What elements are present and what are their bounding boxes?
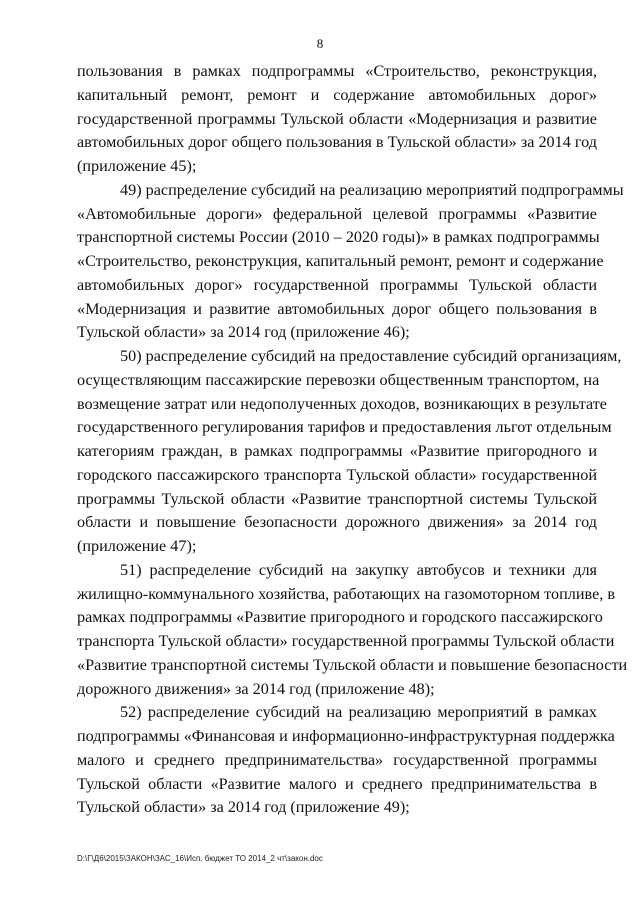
text-line: рамках подпрограммы «Развитие пригородного и городского пассажирского	[77, 608, 603, 627]
text-line: возмещение затрат или недополученных доходов, возникающих в результате	[77, 394, 607, 413]
file-path-footer: D:\Г\Д6\2015\ЗАКОН\ЗАС_16\Исп. бюджет ТО 2014_2 чт\закон.doc	[77, 854, 323, 863]
text-line: Тульской области «Развитие малого и среднего предпринимательства в	[77, 774, 597, 793]
page-number: 8	[316, 36, 324, 51]
text-line: жилищно-коммунального хозяйства, работающих на газомоторном топливе, в	[77, 584, 615, 603]
text-line: области и повышение безопасности дорожного движения» за 2014 год	[77, 513, 597, 532]
text-line: 49) распределение субсидий на реализацию мероприятий подпрограммы	[120, 180, 624, 199]
text-line: 50) распределение субсидий на предоставление субсидий организациям,	[120, 347, 622, 365]
text-line: Тульской области» за 2014 год (приложение 46);	[77, 323, 410, 342]
text-line: транспортной системы России (2010 – 2020 годы)» в рамках подпрограммы	[77, 228, 600, 247]
text-line: 52) распределение субсидий на реализацию мероприятий в рамках	[120, 703, 597, 722]
text-line: категориям граждан, в рамках подпрограммы «Развитие пригородного и	[77, 442, 597, 460]
text-line: 51) распределение субсидий на закупку автобусов и техники для	[120, 560, 597, 579]
text-line: государственного регулирования тарифов и предоставления льгот отдельным	[77, 418, 612, 437]
text-line: «Строительство, реконструкция, капитальный ремонт, ремонт и содержание	[77, 252, 604, 270]
text-line: (приложение 47);	[77, 537, 197, 555]
text-line: «Модернизация и развитие автомобильных дорог общего пользования в	[77, 299, 597, 318]
text-line: осуществляющим пассажирские перевозки общественным транспортом, на	[77, 370, 600, 389]
text-line: малого и среднего предпринимательства» государственной программы	[77, 750, 597, 769]
text-line: программы Тульской области «Развитие транспортной системы Тульской	[77, 489, 597, 508]
text-line: «Автомобильные дороги» федеральной целевой программы «Развитие	[77, 204, 597, 223]
document-body	[77, 60, 628, 820]
text-line: городского пассажирского транспорта Тульской области» государственной	[77, 465, 597, 484]
text-line: дорожного движения» за 2014 год (приложение 48);	[77, 679, 435, 698]
text-line: автомобильных дорог» государственной программы Тульской области	[77, 275, 597, 294]
text-line: (приложение 45);	[77, 157, 197, 175]
text-line: Тульской области» за 2014 год (приложение 49);	[77, 798, 410, 817]
text-line: капитальный ремонт, ремонт и содержание автомобильных дорог»	[77, 85, 597, 104]
text-line: пользования в рамках подпрограммы «Строительство, реконструкция,	[77, 62, 597, 80]
text-line: транспорта Тульской области» государственной программы Тульской области	[77, 632, 615, 650]
text-line: «Развитие транспортной системы Тульской области и повышение безопасности	[77, 655, 628, 674]
text-line: подпрограммы «Финансовая и информационно-инфраструктурная поддержка	[77, 727, 615, 745]
text-line: государственной программы Тульской области «Модернизация и развитие	[77, 109, 597, 128]
text-line: автомобильных дорог общего пользования в Тульской области» за 2014 год	[77, 133, 597, 152]
